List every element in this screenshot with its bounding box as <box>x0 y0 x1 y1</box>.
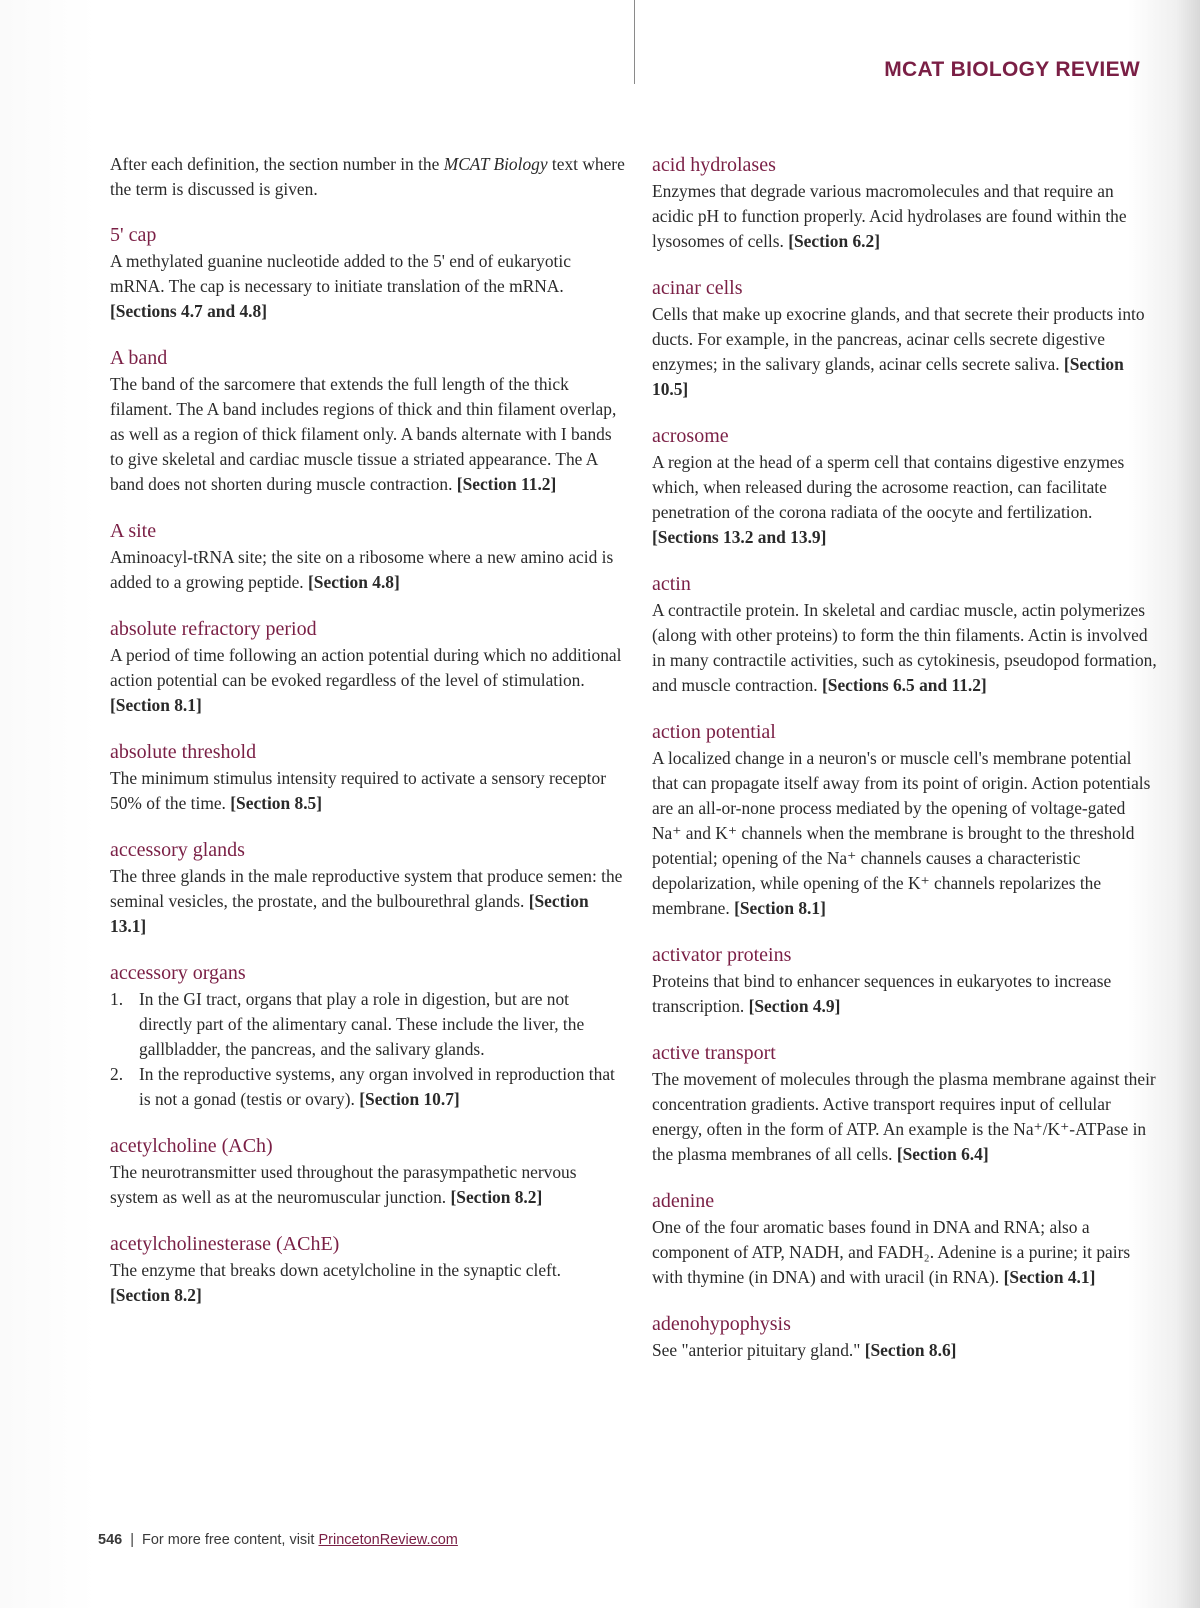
glossary-definition: The enzyme that breaks down acetylcholine in the synaptic cleft. [Section 8.2] <box>110 1260 562 1305</box>
glossary-term: accessory organs <box>110 962 246 984</box>
footer-separator: | <box>130 1532 134 1548</box>
glossary-definition: The minimum stimulus intensity required to activate a sensory receptor 50% of the time. [Section 8.5] <box>110 768 606 813</box>
glossary-entry <box>652 942 1157 1019</box>
glossary-term: absolute threshold <box>110 741 257 763</box>
section-reference: [Section 8.2] <box>110 1285 202 1305</box>
princeton-review-link[interactable]: PrincetonReview.com <box>318 1532 458 1548</box>
list-item: 2. In the reproductive systems, any organ involved in reproduction that is not a gonad (testis or ovary). [Section 10.7] <box>110 1064 615 1109</box>
glossary-entry <box>110 960 625 1112</box>
glossary-term: accessory glands <box>110 839 245 861</box>
glossary-entry <box>652 1040 1157 1167</box>
glossary-term: A band <box>110 347 168 369</box>
section-reference: [Section 8.6] <box>864 1340 957 1360</box>
glossary-definition: Enzymes that degrade various macromolecules and that require an acidic pH to function properly. Acid hydrolases are found within the lysosomes of cells. [Section 6.2] <box>652 181 1127 251</box>
section-reference: [Section 8.5] <box>230 793 323 813</box>
intro-text: After each definition, the section number in the <box>110 154 444 174</box>
section-reference: [Section 13.1] <box>110 891 589 936</box>
section-reference: [Sections 4.7 and 4.8] <box>110 301 268 321</box>
section-reference: [Section 6.4] <box>896 1144 989 1164</box>
glossary-definition: The movement of molecules through the plasma membrane against their concentration gradients. Active transport requires input of cellular energy, often in the form of ATP. An example is the Na⁺/K⁺-ATPase in the plasma membranes of all cells. [Section 6.4] <box>652 1069 1156 1164</box>
glossary-definition: The band of the sarcomere that extends the full length of the thick filament. The A band includes regions of thick and thin filament overlap, as well as a region of thick filament only. A bands alternate with I bands to give skeletal and cardiac muscle tissue a striated appearance. The A band does not shorten during muscle contraction. [Section 11.2] <box>110 374 617 494</box>
glossary-term: action potential <box>652 721 776 743</box>
glossary-entry <box>110 222 625 324</box>
glossary-term: adenohypophysis <box>652 1313 791 1335</box>
glossary-definition: The three glands in the male reproductive system that produce semen: the seminal vesicles, the prostate, and the bulbourethral glands. [Section 13.1] <box>110 866 623 936</box>
glossary-entry <box>652 719 1157 921</box>
left-column <box>110 152 625 1329</box>
glossary-definition: See "anterior pituitary gland." [Section 8.6] <box>652 1340 957 1360</box>
page-footer <box>98 1532 458 1548</box>
glossary-entry <box>652 1311 1157 1363</box>
section-reference: [Section 6.2] <box>788 231 880 251</box>
section-reference: [Sections 6.5 and 11.2] <box>821 675 987 695</box>
glossary-term: activator proteins <box>652 944 792 966</box>
glossary-entry <box>652 152 1157 254</box>
glossary-term: acrosome <box>652 425 729 447</box>
glossary-entry <box>110 739 625 816</box>
section-reference: [Section 4.1] <box>1003 1267 1096 1287</box>
section-reference: [Section 10.7] <box>359 1089 460 1109</box>
section-reference: [Section 11.2] <box>456 474 557 494</box>
list-item: 1. In the GI tract, organs that play a role in digestion, but are not directly part of the alimentary canal. These include the liver, the gallbladder, the pancreas, and the salivary glands. <box>110 989 585 1059</box>
glossary-entry <box>652 571 1157 698</box>
gutter-rule <box>634 0 635 84</box>
intro-text-end: text where the term is discussed is given. <box>110 154 625 199</box>
glossary-definition: A localized change in a neuron's or muscle cell's membrane potential that can propagate itself away from its point of origin. Action potentials are an all-or-none process mediated by the opening of voltage-gated Na⁺ and K⁺ channels when the membrane is brought to the threshold potential; opening of the Na⁺ channels causes a characteristic depolarization, while opening of the K⁺ channels repolarizes the membrane. [Section 8.1] <box>652 748 1151 918</box>
glossary-definition: A methylated guanine nucleotide added to the 5' end of eukaryotic mRNA. The cap is necessary to initiate translation of the mRNA. [Sections 4.7 and 4.8] <box>110 251 571 321</box>
glossary-term: acid hydrolases <box>652 154 776 176</box>
glossary-term: adenine <box>652 1190 715 1212</box>
section-reference: [Section 10.5] <box>652 354 1124 399</box>
section-reference: [Section 8.1] <box>110 695 202 715</box>
glossary-definition: One of the four aromatic bases found in DNA and RNA; also a component of ATP, NADH, and FADH₂. Adenine is a purine; it pairs with thymine (in DNA) and with uracil (in RNA). [Section 4.1] <box>652 1217 1131 1287</box>
glossary-term: acetylcholinesterase (AChE) <box>110 1233 340 1255</box>
glossary-term: acinar cells <box>652 277 743 299</box>
glossary-entry <box>110 837 625 939</box>
glossary-term: A site <box>110 520 157 542</box>
glossary-definition: Cells that make up exocrine glands, and that secrete their products into ducts. For example, in the pancreas, acinar cells secrete digestive enzymes; in the salivary glands, acinar cells secrete saliva. [Section 10.5] <box>652 304 1145 399</box>
right-column <box>652 152 1157 1384</box>
section-reference: [Section 8.1] <box>734 898 826 918</box>
section-reference: [Section 4.9] <box>748 996 841 1016</box>
glossary-definition: A region at the head of a sperm cell that contains digestive enzymes which, when released during the acrosome reaction, can facilitate penetration of the corona radiata of the oocyte and fertilization. [Sections 13.2 and 13.9] <box>652 452 1125 547</box>
section-reference: [Section 8.2] <box>450 1187 543 1207</box>
glossary-entry <box>110 345 625 497</box>
list-number: 1. <box>110 989 124 1009</box>
list-number: 2. <box>110 1064 124 1084</box>
glossary-term: active transport <box>652 1042 776 1064</box>
glossary-entry <box>652 275 1157 402</box>
glossary-term: absolute refractory period <box>110 618 317 640</box>
section-reference: [Sections 13.2 and 13.9] <box>652 527 827 547</box>
glossary-term: acetylcholine (ACh) <box>110 1135 273 1157</box>
glossary-definition: A contractile protein. In skeletal and cardiac muscle, actin polymerizes (along with other proteins) to form the thin filaments. Actin is involved in many contractile activities, such as cytokinesis, pseudopod formation, and muscle contraction. [Sections 6.5 and 11.2] <box>652 600 1157 695</box>
glossary-entry <box>652 423 1157 550</box>
glossary-definition: Proteins that bind to enhancer sequences in eukaryotes to increase transcription. [Section 4.9] <box>652 971 1112 1016</box>
glossary-term: 5' cap <box>110 224 157 246</box>
running-head: MCAT BIOLOGY REVIEW <box>884 58 1140 81</box>
page-number: 546 <box>98 1532 123 1548</box>
glossary-intro <box>110 152 625 202</box>
glossary-entry <box>110 616 625 718</box>
glossary-definition: The neurotransmitter used throughout the parasympathetic nervous system as well as at the neuromuscular junction. [Section 8.2] <box>110 1162 577 1207</box>
glossary-entry <box>652 1188 1157 1290</box>
glossary-entry <box>110 1231 625 1308</box>
footer-text: For more free content, visit <box>141 1532 319 1548</box>
glossary-term: actin <box>652 573 691 595</box>
intro-book-title: MCAT Biology <box>443 154 548 174</box>
numbered-definition-list <box>110 987 625 1112</box>
section-reference: [Section 4.8] <box>308 572 400 592</box>
glossary-definition: A period of time following an action potential during which no additional action potential can be evoked regardless of the level of stimulation. [Section 8.1] <box>110 645 622 715</box>
glossary-entry <box>110 518 625 595</box>
glossary-entry <box>110 1133 625 1210</box>
glossary-definition: Aminoacyl-tRNA site; the site on a ribosome where a new amino acid is added to a growing peptide. [Section 4.8] <box>110 547 614 592</box>
